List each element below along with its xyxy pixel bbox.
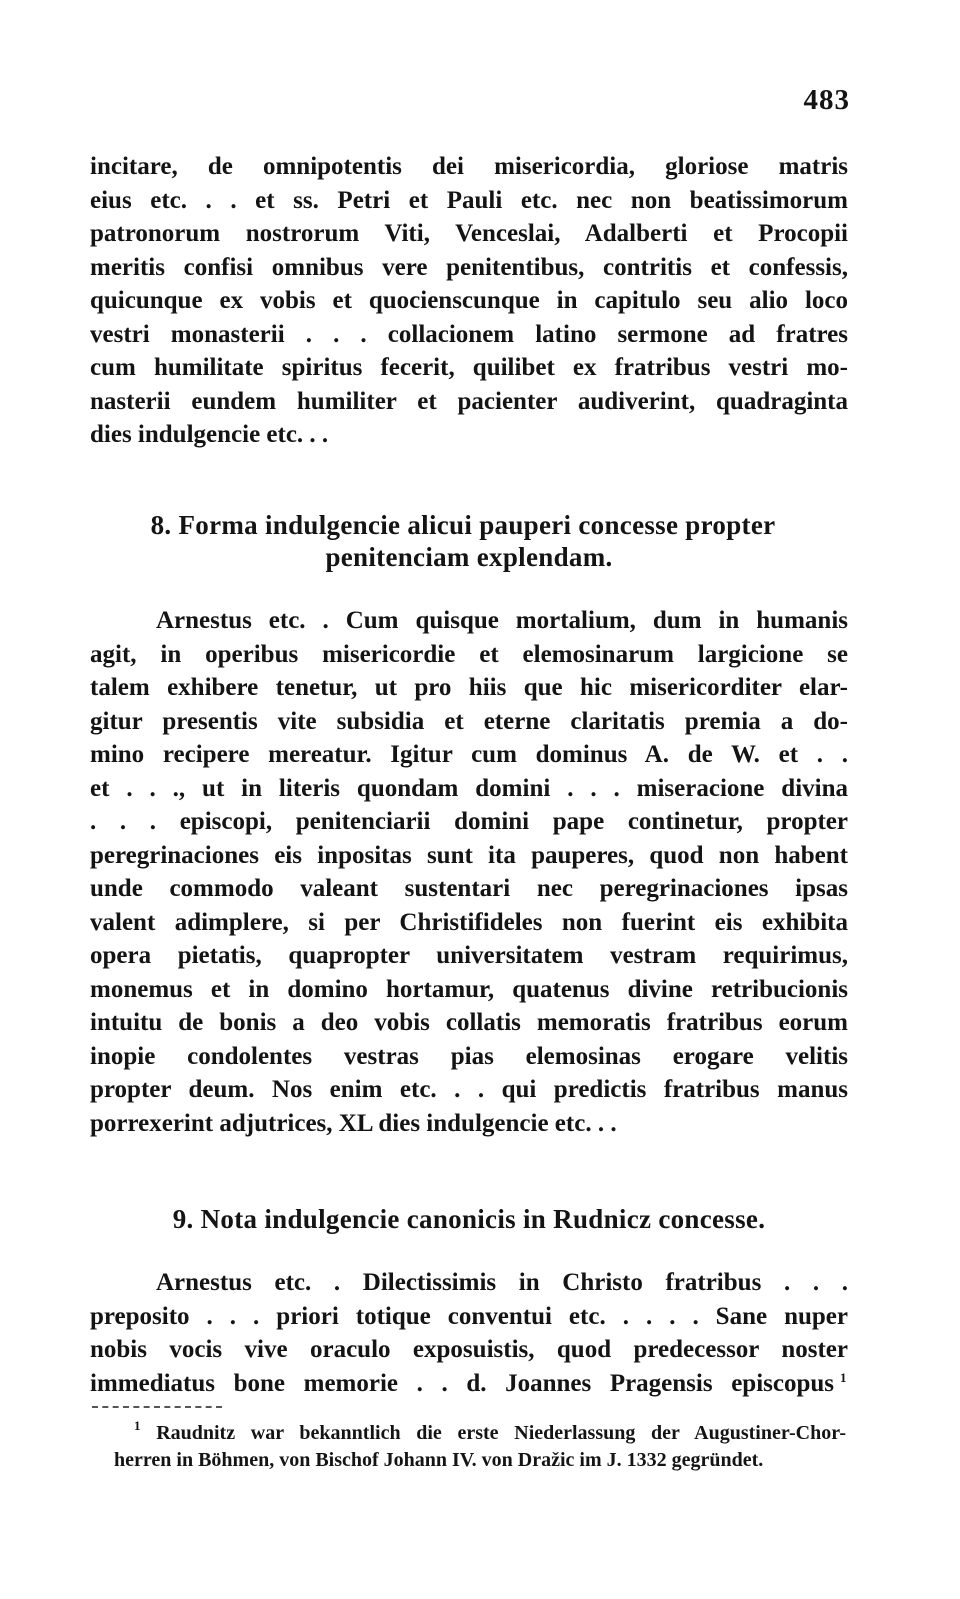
text-line: propter deum. Nos enim etc. . . qui predictis fratribus manus: [90, 1076, 848, 1103]
footnote-text: Raudnitz war bekanntlich die erste Niederlassung der Augustiner-Chor-: [156, 1422, 846, 1444]
text-line: valent adimplere, si per Christifideles non fuerint eis exhibita: [90, 908, 848, 936]
text-line: nasterii eundem humiliter et pacienter audiverint, quadraginta: [90, 387, 848, 415]
text-line: talem exhibere tenetur, ut pro hiis que hic misericorditer elar-: [90, 674, 848, 701]
text-line: meritis confisi omnibus vere penitentibus, contritis et confessis,: [90, 253, 848, 281]
text-line: patronorum nostrorum Viti, Venceslai, Adalberti et Procopii: [90, 220, 848, 247]
book-page: 483 incitare, de omnipotentis dei misericordia, gloriose matris eius etc. . . et ss. Petri et Pauli etc. nec non beatissimorum patronorum nostrorum Viti, Venceslai, Adalberti et Procopii meritis confisi omnibus vere penitentibus, contritis et confessis, quicunque ex vobis et quocienscunque in capitulo seu alio loco vestri monasterii . . . collacionem latino sermone ad fratres cum humilitate spiritus fecerit, quilibet ex fratribus vestri mo- nasterii eundem humiliter et pacienter audiverint, quadraginta dies indulgencie etc. . . 8. Forma indulgencie alicui pauperi concesse propter penitenciam explendam. Arnestus etc. . Cum quisque mortalium, dum in humanis agit, in operibus misericordie et elemosinarum largicione se talem exhibere tenetur, ut pro hiis que hic misericorditer elar- gitur presentis vite subsidia et eterne claritatis premia a do- mino recipere mereatur. Igitur cum dominus A. de W. et . . et . . ., ut in literis quondam domini . . . miseracione divina . . . episcopi, penitenciarii domini pape continetur, propter peregrinaciones eis inpositas sunt ita pauperes, quod non habent unde commodo valeant sustentari nec peregrinaciones ipsas valent adimplere, si per Christifideles non fuerint eis exhibita opera pietatis, quapropter universitatem vestram requirimus, monemus et in domino hortamur, quatenus divine retribucionis intuitu de bonis a deo vobis collatis memoratis fratribus eorum inopie condolentes vestras pias elemosinas erogare velitis propter deum. Nos enim etc. . . qui predictis fratribus manus porrexerint adjutrices, XL dies indulgencie etc. . . 9. Nota indulgencie canonicis in Rudnicz concesse. Arnestus etc. . Dilectissimis in Christo fratribus . . . preposito . . . priori totique conventui etc. . . . . Sane nuper nobis vocis vive oraculo exposuistis, quod predecessor noster immediatus bone memorie . . d. Joannes Pragensis episcopus 1 $^1$ Raudnitz war bekanntlich die erste Niederlassung der Augustiner-Chor- herren in Böhmen, von Bischof Johann IV. von Dražic im J. 1332 gegründet.: [0, 0, 960, 1599]
text-line: et . . ., ut in literis quondam domini . . . miseracione divina: [90, 774, 848, 802]
text-line: preposito . . . priori totique conventui etc. . . . . Sane nuper: [90, 1302, 848, 1330]
footnote: [114, 1420, 846, 1474]
text-line: . . . episcopi, penitenciarii domini pape continetur, propter: [90, 808, 848, 835]
text-line: nobis vocis vive oraculo exposuistis, quod predecessor noster: [90, 1336, 848, 1363]
text-line: [90, 1367, 834, 1401]
text-line: agit, in operibus misericordie et elemosinarum largicione se: [90, 640, 848, 668]
text-line-content: immediatus bone memorie . . d. Joannes Pragensis episcopus: [90, 1369, 834, 1397]
text-line: Arnestus etc. . Dilectissimis in Christo fratribus . . .: [156, 1269, 848, 1296]
paragraph-section-9: [90, 1266, 848, 1400]
text-line: mino recipere mereatur. Igitur cum dominus A. de W. et . .: [90, 741, 848, 768]
text-line: porrexerint adjutrices, XL dies indulgencie etc. . .: [90, 1109, 617, 1137]
text-line: Arnestus etc. . Cum quisque mortalium, dum in humanis: [156, 607, 848, 634]
heading-line: penitenciam explendam.: [325, 542, 613, 572]
heading-line: 9. Nota indulgencie canonicis in Rudnicz concesse.: [172, 1204, 766, 1234]
footnote-line: herren in Böhmen, von Bischof Johann IV. von Dražic im J. 1332 gegründet.: [114, 1449, 764, 1471]
text-line: vestri monasterii . . . collacionem latino sermone ad fratres: [90, 320, 848, 348]
heading-line: 8. Forma indulgencie alicui pauperi concesse propter: [150, 510, 776, 540]
text-line: cum humilitate spiritus fecerit, quilibet ex fratribus vestri mo-: [90, 354, 848, 381]
text-line: intuitu de bonis a deo vobis collatis memoratis fratribus eorum: [90, 1009, 848, 1036]
text-line: inopie condolentes vestras pias elemosinas erogare velitis: [90, 1042, 848, 1070]
text-line: unde commodo valeant sustentari nec peregrinaciones ipsas: [90, 875, 848, 902]
text-line: gitur presentis vite subsidia et eterne claritatis premia a do-: [90, 707, 848, 735]
footnote-divider: [92, 1406, 222, 1408]
text-line: peregrinaciones eis inpositas sunt ita pauperes, quod non habent: [90, 841, 848, 869]
paragraph-section-8: [90, 604, 848, 1140]
footnote-line: [114, 1420, 846, 1447]
text-line: quicunque ex vobis et quocienscunque in capitulo seu alio loco: [90, 287, 848, 314]
section-heading-9: [90, 1203, 848, 1235]
text-line: eius etc. . . et ss. Petri et Pauli etc. nec non beatissimorum: [90, 186, 848, 214]
section-heading-8: [90, 509, 848, 573]
text-line: incitare, de omnipotentis dei misericordia, gloriose matris: [90, 153, 848, 180]
footnote-marker: 1: [134, 1418, 141, 1433]
text-line: opera pietatis, quapropter universitatem vestram requirimus,: [90, 942, 848, 969]
text-line: dies indulgencie etc. . .: [90, 421, 329, 448]
paragraph-continuation: [90, 150, 848, 452]
text-line: monemus et in domino hortamur, quatenus divine retribucionis: [90, 975, 848, 1003]
page-number: 483: [803, 84, 850, 116]
